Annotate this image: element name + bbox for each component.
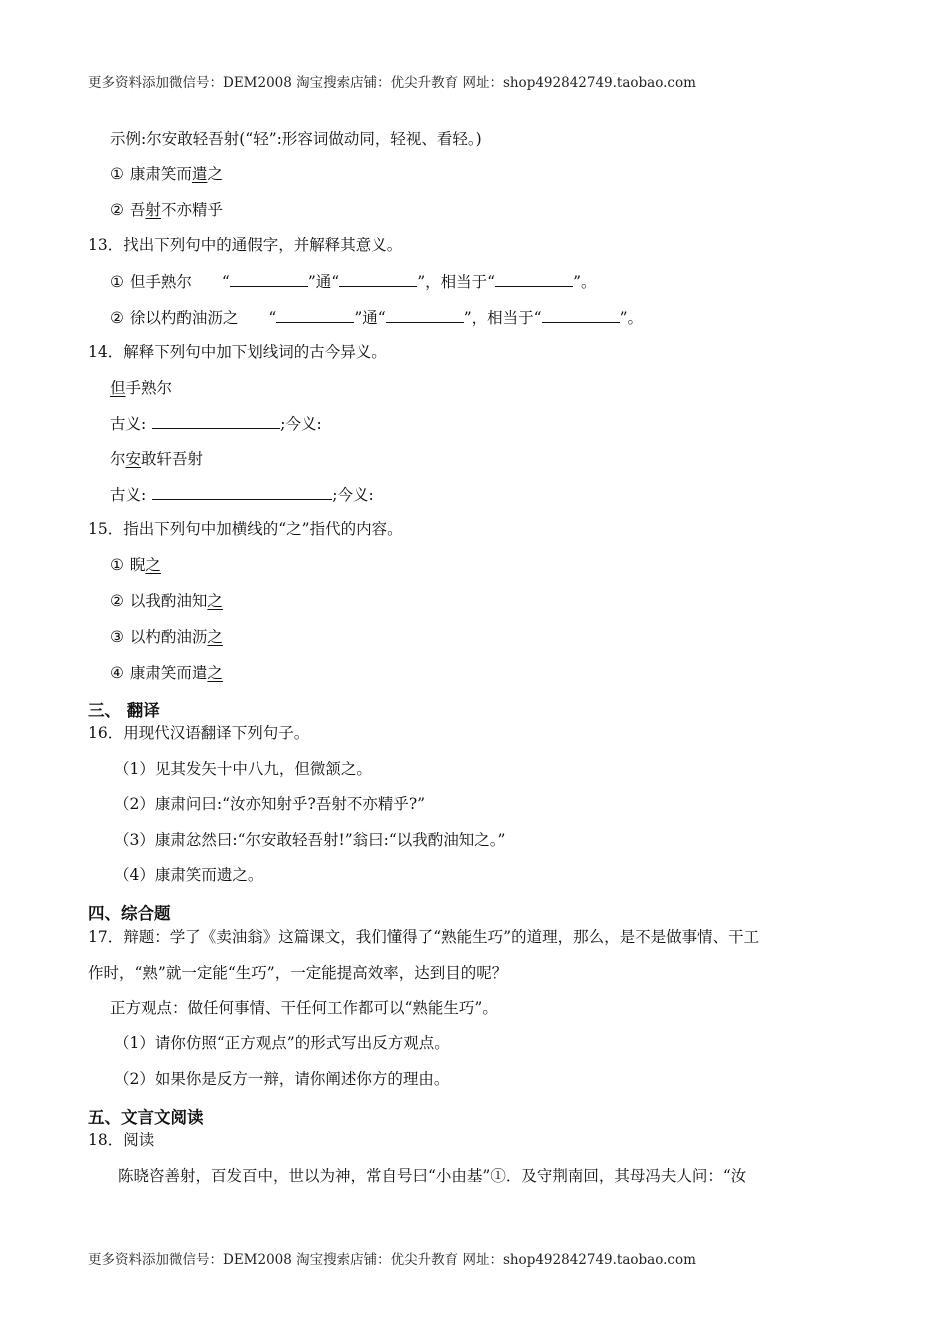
q15-item-1 xyxy=(110,555,161,575)
q15-title: 15．指出下列句中加横线的“之”指代的内容。 xyxy=(88,520,403,538)
q16-item-1: （1）见其发矢十中八九，但微颔之。 xyxy=(114,760,372,778)
sentence: 徐以杓酌油沥之 xyxy=(129,309,239,327)
underlined-word: 之 xyxy=(207,592,223,610)
underlined-word: 之 xyxy=(207,628,223,646)
page-footer: 更多资料添加微信号：DEM2008 淘宝搜索店铺：优尖升教育 网址：shop492842749.taobao.com xyxy=(88,1252,696,1268)
text: ”，相当于“ xyxy=(463,309,542,327)
q16-title: 16．用现代汉语翻译下列句子。 xyxy=(88,724,310,742)
q17-line-3: 正方观点：做任何事情、干任何工作都可以“熟能生巧”。 xyxy=(110,999,498,1017)
q18-title: 18．阅读 xyxy=(88,1131,155,1149)
item-number: ① xyxy=(110,273,124,291)
q14-title: 14．解释下列句中加下划线词的古今异义。 xyxy=(88,343,387,361)
text: 康肃笑而 xyxy=(129,165,192,183)
section-3-heading: 三、 翻译 xyxy=(88,701,160,720)
text: “ xyxy=(268,309,277,327)
underlined-word: 遣 xyxy=(191,165,208,183)
q16-item-3: （3）康肃忿然曰:“尔安敢轻吾射!”翁曰:“以我酌油知之。” xyxy=(114,831,506,849)
text: 敢轩吾射 xyxy=(141,450,204,468)
q12-example: 示例:尔安敢轻吾射(“轻”:形容词做动同，轻视、看轻。) xyxy=(110,130,482,148)
answer-blank[interactable] xyxy=(339,271,417,287)
item-number: ③ xyxy=(110,628,124,646)
q17-line-4: （1）请你仿照“正方观点”的形式写出反方观点。 xyxy=(114,1034,450,1052)
text: 手熟尔 xyxy=(125,379,173,397)
text: 睨 xyxy=(129,556,146,574)
label: 古义: xyxy=(110,486,147,504)
answer-blank[interactable] xyxy=(152,413,280,429)
q14-sentence-2 xyxy=(110,449,203,469)
page-header: 更多资料添加微信号：DEM2008 淘宝搜索店铺：优尖升教育 网址：shop492842749.taobao.com xyxy=(88,75,696,91)
q16-item-2: （2）康肃问曰:“汝亦知射乎?吾射不亦精乎?” xyxy=(114,795,426,813)
q14-answer-2 xyxy=(110,484,374,505)
section-5-heading: 五、文言文阅读 xyxy=(88,1108,204,1127)
q15-item-4 xyxy=(110,663,223,683)
answer-blank[interactable] xyxy=(230,271,308,287)
q17-line-5: （2）如果你是反方一辩，请你阐述你方的理由。 xyxy=(114,1070,450,1088)
item-number: ① xyxy=(110,165,124,183)
q17-line-1: 17．辩题：学了《卖油翁》这篇课文，我们懂得了“熟能生巧”的道理，那么，是不是做事情、干工 xyxy=(88,928,760,946)
item-number: ④ xyxy=(110,664,124,682)
label: ;今义: xyxy=(280,415,322,433)
item-number: ② xyxy=(110,201,124,219)
q16-item-4: （4）康肃笑而遗之。 xyxy=(114,866,264,884)
q13-title: 13．找出下列句中的通假字，并解释其意义。 xyxy=(88,236,403,254)
q18-passage-line-1: 陈晓咨善射，百发百中，世以为神，常自号曰“小由基”①．及守荆南回，其母冯夫人问：“汝 xyxy=(118,1167,747,1185)
answer-blank[interactable] xyxy=(542,307,620,323)
underlined-word: 射 xyxy=(145,201,161,219)
answer-blank[interactable] xyxy=(276,307,354,323)
text: “ xyxy=(221,273,230,291)
text: ”通“ xyxy=(307,273,340,291)
underlined-word: 但 xyxy=(110,379,126,397)
underlined-word: 之 xyxy=(145,556,161,574)
text: ”。 xyxy=(573,273,597,291)
q12-item-2 xyxy=(110,200,223,220)
text: 以杓酌油沥 xyxy=(129,628,208,646)
label: 古义: xyxy=(110,415,147,433)
text: 不亦精乎 xyxy=(160,201,223,219)
answer-blank[interactable] xyxy=(495,271,573,287)
answer-blank[interactable] xyxy=(152,484,332,500)
text: 之 xyxy=(207,165,223,183)
text: 尔 xyxy=(110,450,126,468)
section-4-heading: 四、综合题 xyxy=(88,904,171,923)
underlined-word: 之 xyxy=(207,664,223,682)
sentence: 但手熟尔 xyxy=(129,273,192,291)
text: 康肃笑而遣 xyxy=(129,664,208,682)
underlined-word: 安 xyxy=(125,450,142,468)
text: ”通“ xyxy=(354,309,386,327)
q13-item-2 xyxy=(110,307,643,328)
label: ;今义: xyxy=(332,486,374,504)
q17-line-2: 作时，“熟”就一定能“生巧”，一定能提高效率，达到目的呢？ xyxy=(88,964,508,982)
item-number: ② xyxy=(110,592,124,610)
q15-item-3 xyxy=(110,627,223,647)
text: ”，相当于“ xyxy=(417,273,496,291)
text: 吾 xyxy=(129,201,146,219)
q15-item-2 xyxy=(110,591,223,611)
text: 以我酌油知 xyxy=(129,592,208,610)
answer-blank[interactable] xyxy=(386,307,464,323)
item-number: ① xyxy=(110,556,124,574)
text: ”。 xyxy=(619,309,644,327)
q12-item-1 xyxy=(110,164,223,184)
q13-item-1 xyxy=(110,271,597,292)
q14-answer-1 xyxy=(110,413,322,434)
q14-sentence-1 xyxy=(110,378,172,398)
item-number: ② xyxy=(110,309,124,327)
